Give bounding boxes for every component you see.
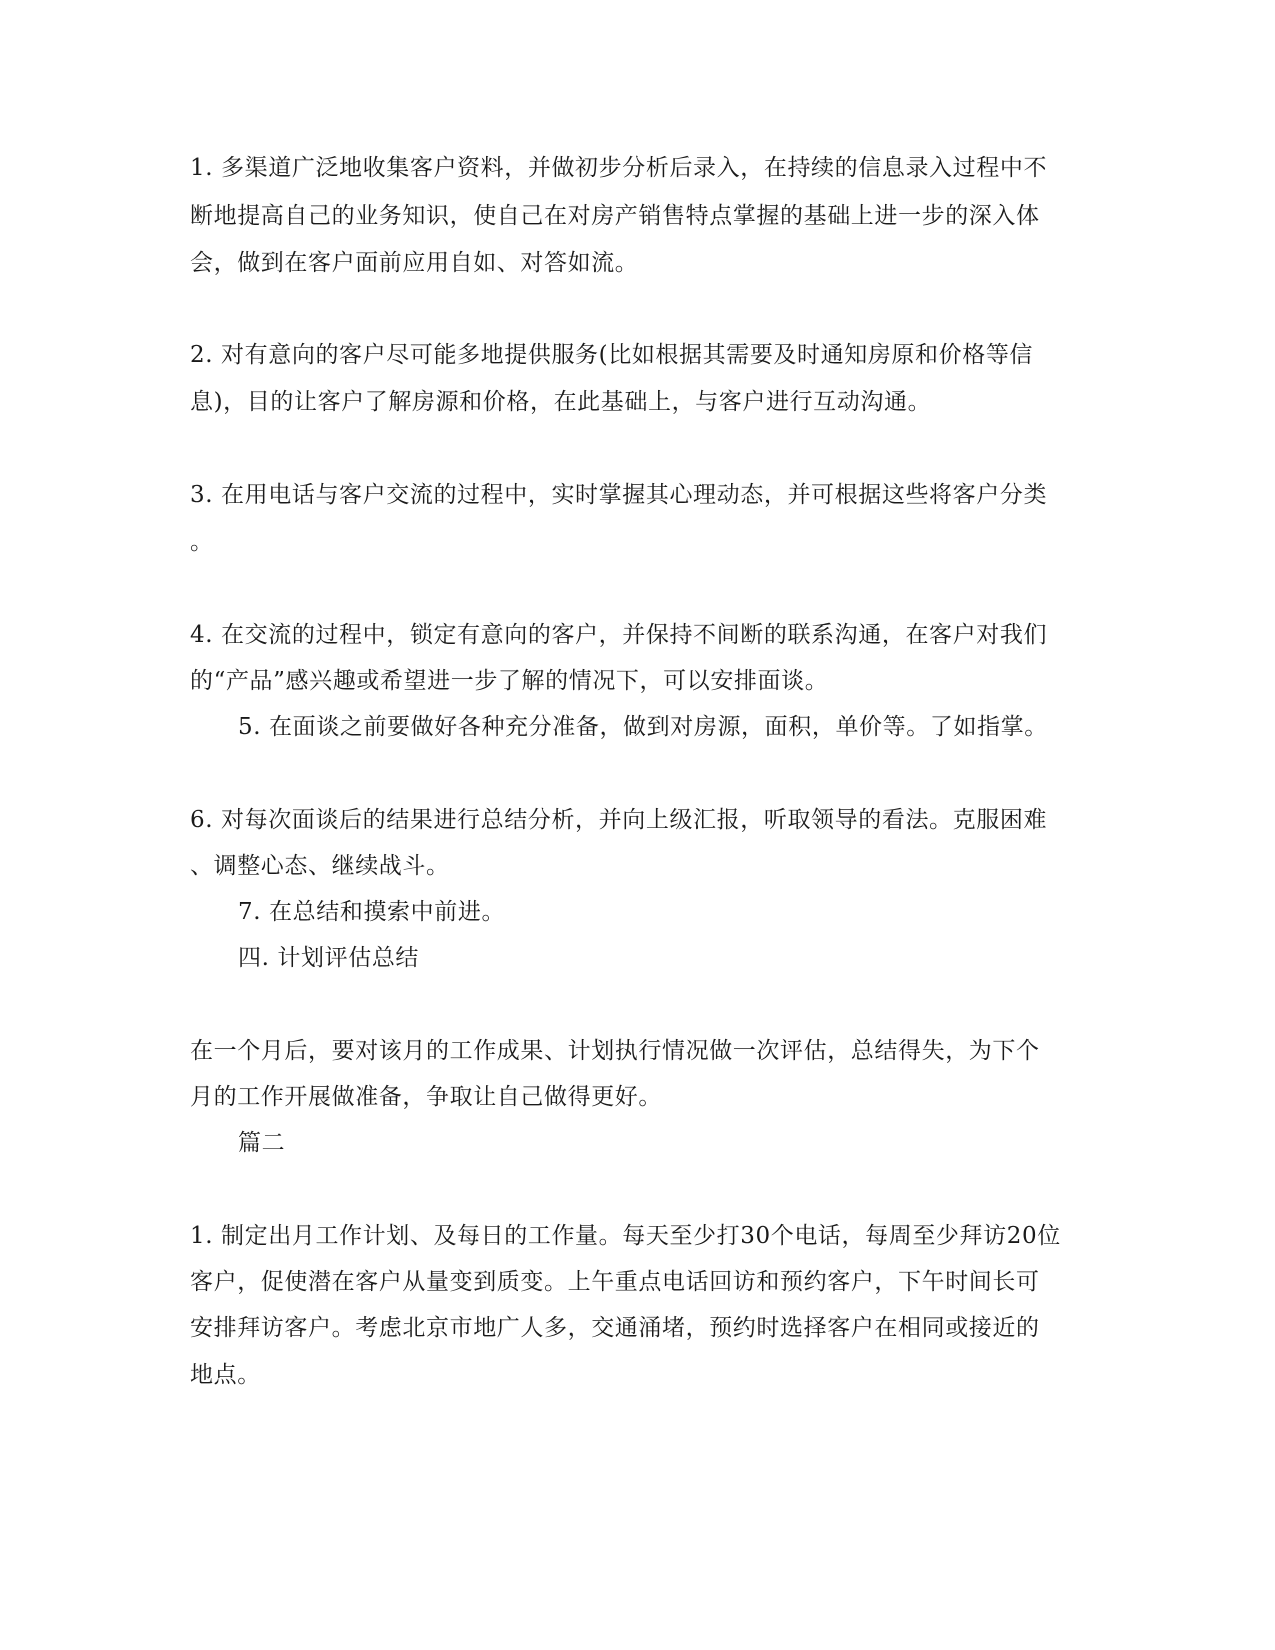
text-line: 6. 对每次面谈后的结果进行总结分析，并向上级汇报，听取领导的看法。克服困难 [190,807,1048,833]
section-heading: 四. 计划评估总结 [238,945,420,971]
text-line: 客户，促使潜在客户从量变到质变。上午重点电话回访和预约客户，下午时间长可 [190,1269,1040,1295]
text-line: 的“产品”感兴趣或希望进一步了解的情况下，可以安排面谈。 [190,668,829,694]
text-line: 地点。 [190,1362,261,1388]
text-line: 7. 在总结和摸索中前进。 [238,899,506,925]
text-line: 安排拜访客户。考虑北京市地广人多，交通涌堵，预约时选择客户在相同或接近的 [190,1315,1040,1341]
text-line: 会，做到在客户面前应用自如、对答如流。 [190,250,639,276]
text-line: 2. 对有意向的客户尽可能多地提供服务(比如根据其需要及时通知房原和价格等信 [190,342,1034,368]
text-line: 1. 制定出月工作计划、及每日的工作量。每天至少打30个电话，每周至少拜访20位 [190,1223,1061,1249]
text-line: 3. 在用电话与客户交流的过程中，实时掌握其心理动态，并可根据这些将客户分类 [190,482,1048,508]
text-line: 4. 在交流的过程中，锁定有意向的客户，并保持不间断的联系沟通，在客户对我们 [190,622,1048,648]
text-line: 1. 多渠道广泛地收集客户资料，并做初步分析后录入，在持续的信息录入过程中不 [190,155,1048,181]
text-line: 断地提高自己的业务知识，使自己在对房产销售特点掌握的基础上进一步的深入体 [190,203,1040,229]
text-line: 月的工作开展做准备，争取让自己做得更好。 [190,1084,662,1110]
text-line: 5. 在面谈之前要做好各种充分准备，做到对房源，面积，单价等。了如指掌。 [238,714,1048,740]
text-line: 在一个月后，要对该月的工作成果、计划执行情况做一次评估，总结得失，为下个 [190,1038,1040,1064]
text-line: 、调整心态、继续战斗。 [190,853,450,879]
text-line: 息)，目的让客户了解房源和价格，在此基础上，与客户进行互动沟通。 [190,389,932,415]
text-line: 。 [190,529,214,555]
section-heading: 篇二 [238,1130,286,1156]
